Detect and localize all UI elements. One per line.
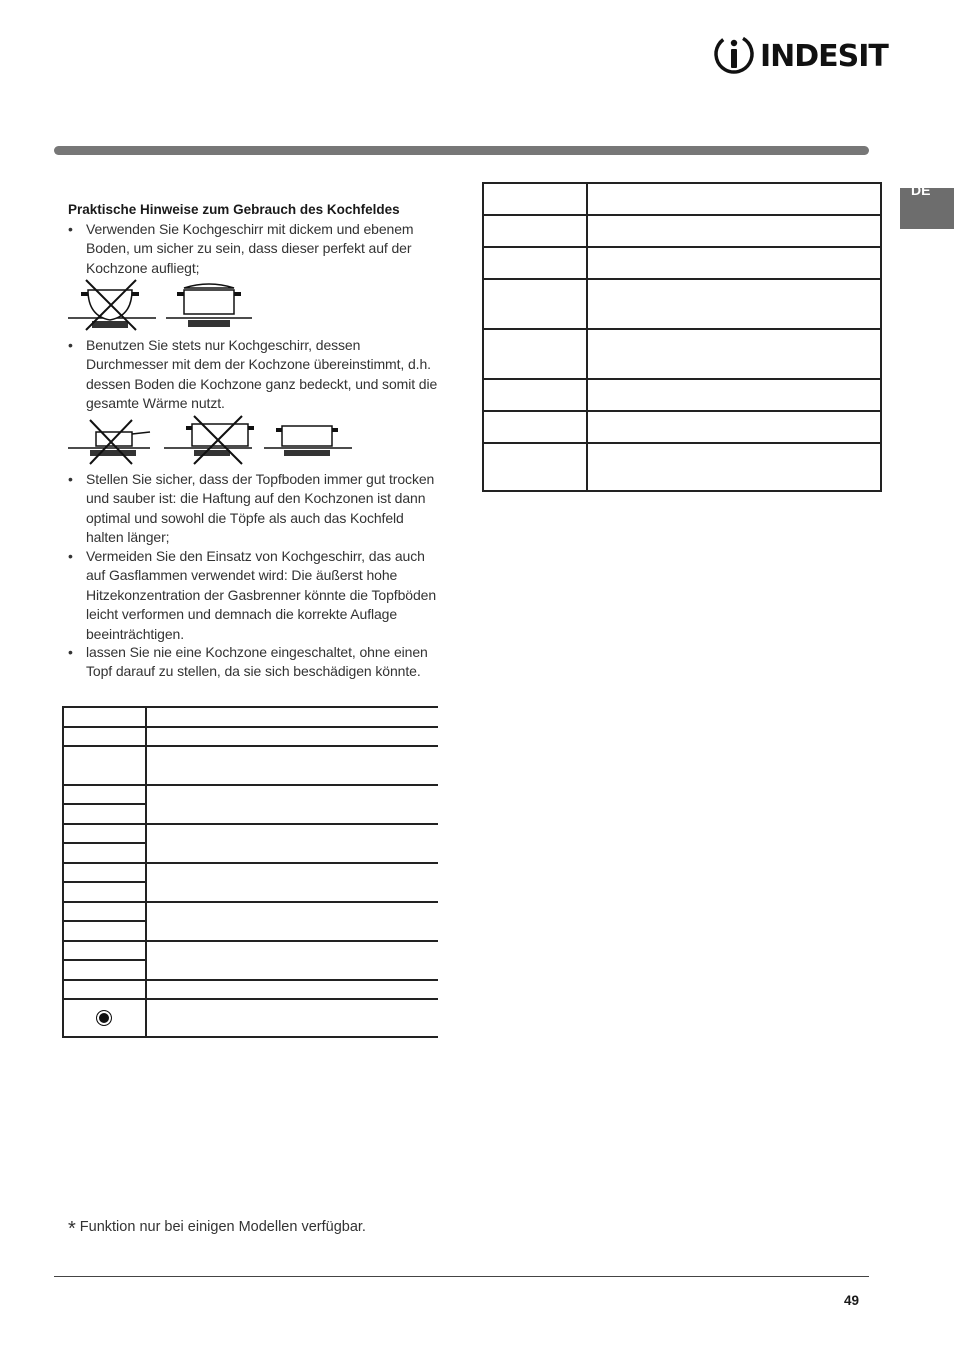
brand-wordmark: INDESIT [760,39,888,74]
page-number: 49 [844,1293,860,1308]
settings-table [62,706,438,1038]
list-item: • lassen Sie nie eine Kochzone eingeschaltet, ohne einen Topf darauf zu stellen, da sie sich beschädigen könnte. [68,644,428,680]
list-item: • Stellen Sie sicher, dass der Topfboden immer gut trocken und sauber ist: die Haftung auf den Kochzonen ist dann optimal und sowohl die Töpfe als auch das Kochfeld halten länger; [68,471,435,546]
pot-icon [264,426,352,456]
pot-icon [166,284,252,327]
crossed-pot-icon [68,420,150,464]
cookware-diameter-illustration [66,410,356,466]
list-item: • Benutzen Sie stets nur Kochgeschirr, dessen Durchmesser mit dem der Kochzone übereinstimmt, d.h. dessen Boden die Kochzone ganz bedeckt, und somit die gesamte Wärme nutzt. [68,337,438,412]
section-heading: Praktische Hinweise zum Gebrauch des Kochfeldes [68,202,400,217]
burner-symbol-icon [96,1010,112,1026]
cookware-flat-bottom-illustration [66,274,256,332]
header-bar [54,146,869,155]
language-tab: DE [900,188,954,229]
footer-divider [54,1276,869,1277]
list-item: • Vermeiden Sie den Einsatz von Kochgeschirr, das auch auf Gasflammen verwendet wird: Die äußerst hohe Hitzekonzentration der Gasbrenner könnte die Topfböden leicht verformen und demnach die korrekte Auflage beeinträchtigen. [68,548,437,642]
crossed-pot-icon [164,416,254,464]
troubleshooting-table [482,182,882,492]
footnote: * Funktion nur bei einigen Modellen verfügbar. [68,1218,366,1240]
indesit-logo-icon [714,30,888,78]
list-item: • Verwenden Sie Kochgeschirr mit dickem und ebenem Boden, um sicher zu sein, dass dieser perfekt auf der Kochzone aufliegt; [68,221,414,276]
crossed-pot-icon [68,280,156,330]
